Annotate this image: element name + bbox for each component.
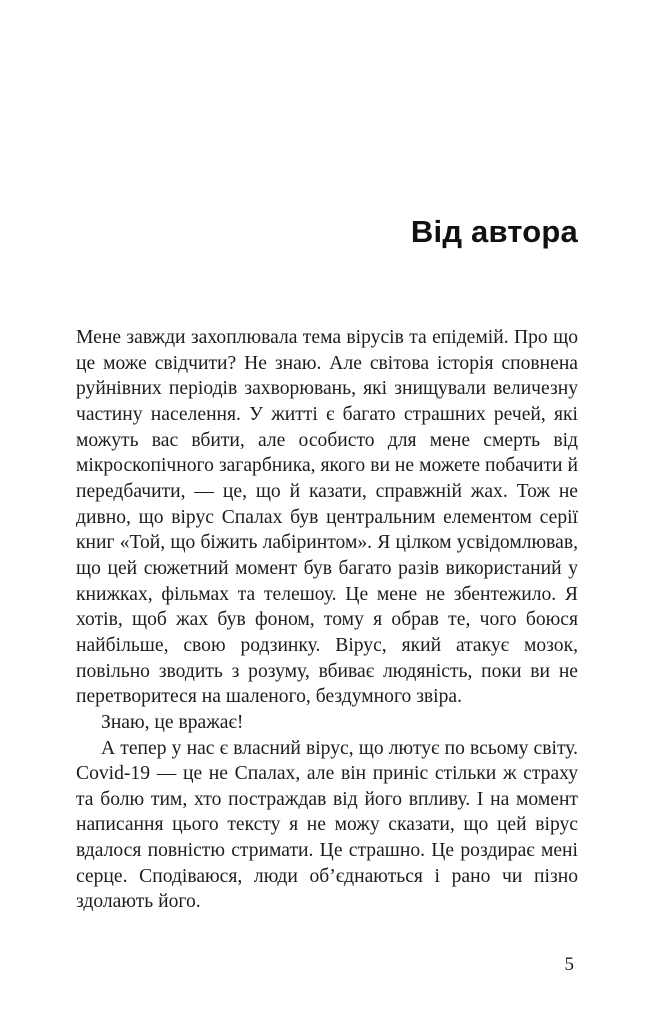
chapter-title: Від автора xyxy=(410,214,578,249)
paragraph-3: А тепер у нас є власний вірус, що лютує по всьому світу. Covid-19 — це не Спалах, але він приніс стільки ж страху та болю тим, хто постраждав від його впливу. І на момент написання цього тексту я не можу сказати, що цей вірус вдалося повністю стримати. Це страшно. Це роздирає мені серце. Сподіваюся, люди об’єднаються і рано чи пізно здолають його. xyxy=(76,737,578,913)
page-number: 5 xyxy=(564,954,574,975)
paragraph-2: Знаю, це вражає! xyxy=(101,711,244,733)
paragraph-1: Мене завжди захоплювала тема вірусів та епідемій. Про що це може свідчити? Не знаю. Але світова історія сповнена руйнівних періодів захворювань, які знищували величезну частину населення. У житті є багато страшних речей, які можуть вас вбити, але особисто для мене смерть від мікроскопічного загарбника, якого ви не можете побачити й передбачити, — це, що й казати, справжній жах. Тож не дивно, що вірус Спалах був центральним елементом серії книг «Той, що біжить лабіринтом». Я цілком усвідомлював, що цей сюжетний момент був багато разів використаний у книжках, фільмах та телешоу. Це мене не збентежило. Я хотів, щоб жах був фоном, тому я обрав те, чого боюся найбільше, свою родзинку. Вірус, який атакує мозок, повільно зводить з розуму, вбиває людяність, поки ви не перетворитеся на шаленого, бездумного звіра. xyxy=(76,327,578,708)
chapter-body xyxy=(76,325,578,915)
